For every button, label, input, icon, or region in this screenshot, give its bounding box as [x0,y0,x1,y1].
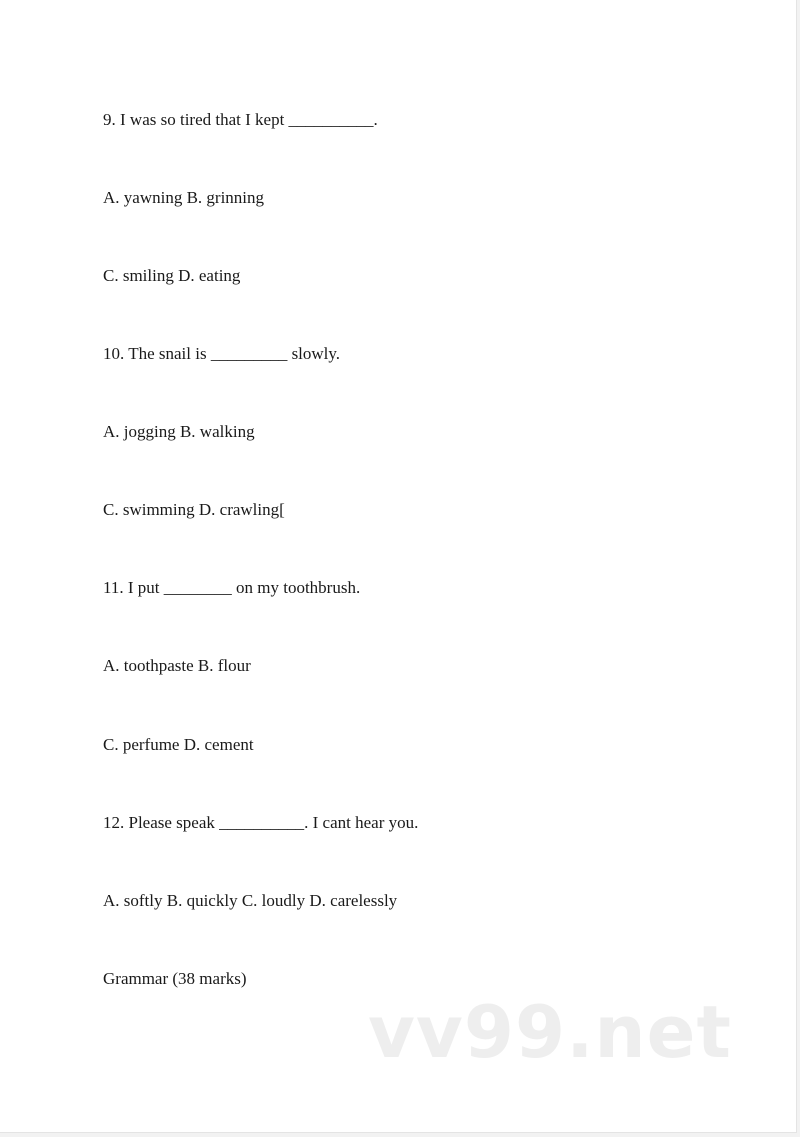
question-10: 10. The snail is _________ slowly. [103,344,341,363]
question-9-options-ab: A. yawning B. grinning [103,188,265,207]
question-10-options-ab: A. jogging B. walking [103,422,255,441]
watermark: vv99.net [368,990,732,1074]
question-9-options-cd: C. smiling D. eating [103,266,241,285]
section-heading-grammar: Grammar (38 marks) [103,969,247,988]
question-9: 9. I was so tired that I kept __________. [103,110,378,129]
question-11-options-cd: C. perfume D. cement [103,735,254,754]
question-11: 11. I put ________ on my toothbrush. [103,578,361,597]
question-10-options-cd: C. swimming D. crawling[ [103,500,285,519]
question-12-options: A. softly B. quickly C. loudly D. carelessly [103,891,398,910]
question-12: 12. Please speak __________. I cant hear you. [103,813,419,832]
question-11-options-ab: A. toothpaste B. flour [103,656,251,675]
